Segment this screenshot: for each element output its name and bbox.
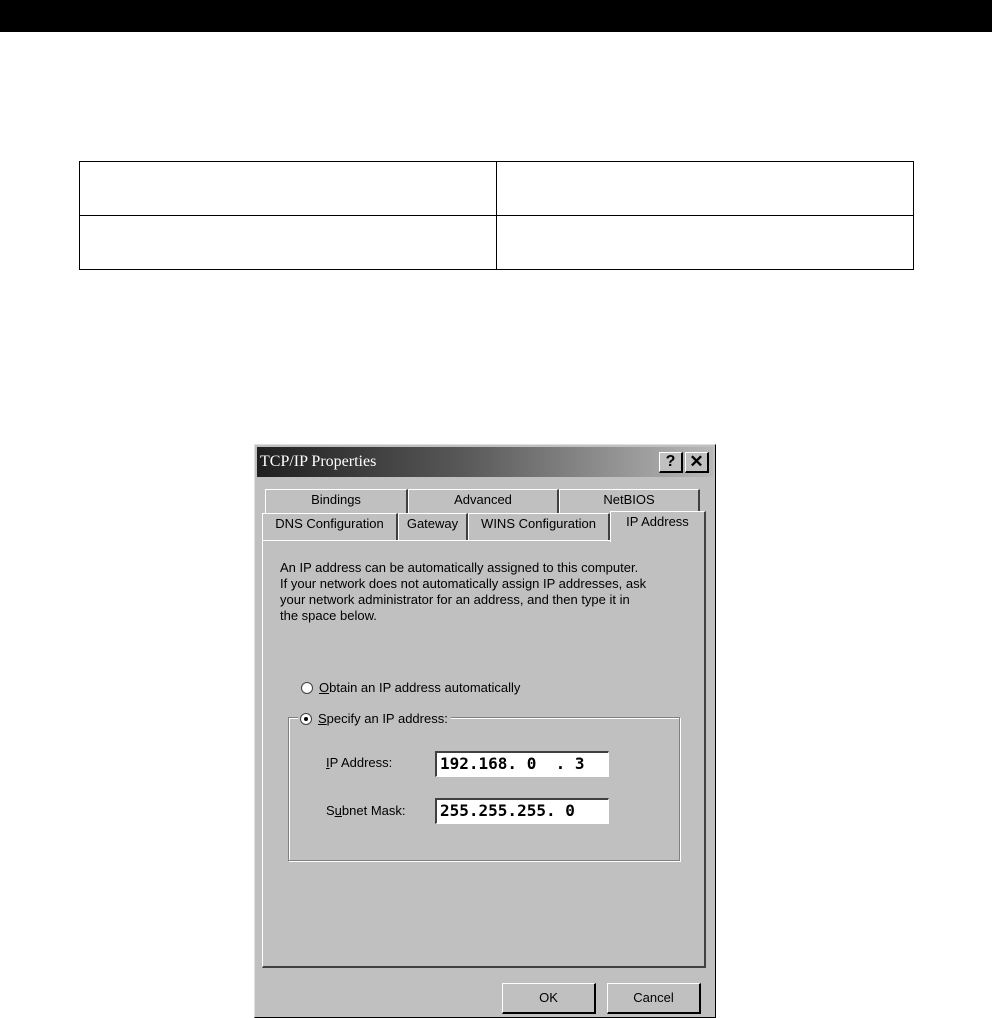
cancel-button[interactable]: Cancel	[607, 983, 701, 1014]
table-cell	[497, 216, 914, 270]
option-label: pecify an IP address:	[326, 711, 448, 726]
close-button[interactable]: ✕	[685, 452, 709, 473]
ip-address-panel	[262, 540, 706, 968]
radio-checked-icon[interactable]	[300, 713, 312, 725]
document-table	[79, 161, 914, 270]
tab-wins-configuration[interactable]: WINS Configuration	[468, 513, 610, 540]
tcpip-properties-dialog	[254, 444, 716, 1018]
description-text	[280, 560, 700, 624]
subnet-mask-field[interactable]: 255.255.255. 0	[435, 798, 609, 824]
tab-dns-configuration[interactable]: DNS Configuration	[262, 513, 398, 540]
accelerator-key: O	[319, 680, 330, 695]
tab-ip-address[interactable]: IP Address	[610, 511, 706, 542]
table-cell	[80, 216, 497, 270]
ok-button[interactable]: OK	[502, 983, 596, 1014]
ip-address-field[interactable]: 192.168. 0 . 3	[435, 751, 609, 777]
dialog-title: TCP/IP Properties	[260, 453, 377, 470]
table-cell	[497, 162, 914, 216]
description-line: An IP address can be automatically assigned to this computer.	[280, 560, 639, 575]
specify-ip-groupbox	[288, 717, 680, 861]
help-button[interactable]: ?	[659, 452, 683, 473]
tab-netbios[interactable]: NetBIOS	[559, 489, 700, 513]
accelerator-key: S	[318, 711, 327, 726]
description-line: the space below.	[280, 608, 377, 623]
tab-bindings[interactable]: Bindings	[265, 489, 408, 513]
obtain-ip-automatically-option[interactable]	[301, 680, 520, 695]
specify-ip-address-option[interactable]	[298, 711, 451, 726]
table-row	[80, 162, 914, 216]
option-label: btain an IP address automatically	[329, 680, 521, 695]
subnet-mask-label: Subnet Mask:	[326, 803, 406, 818]
title-bar	[257, 447, 713, 477]
tab-advanced[interactable]: Advanced	[408, 489, 559, 513]
table-cell	[80, 162, 497, 216]
document-header-bar	[0, 0, 992, 32]
ip-address-label: IP Address:	[326, 755, 393, 770]
radio-unchecked-icon[interactable]	[301, 682, 313, 694]
table-row	[80, 216, 914, 270]
description-line: If your network does not automatically assign IP addresses, ask	[280, 576, 647, 591]
tab-gateway[interactable]: Gateway	[398, 513, 468, 540]
description-line: your network administrator for an address, and then type it in	[280, 592, 630, 607]
